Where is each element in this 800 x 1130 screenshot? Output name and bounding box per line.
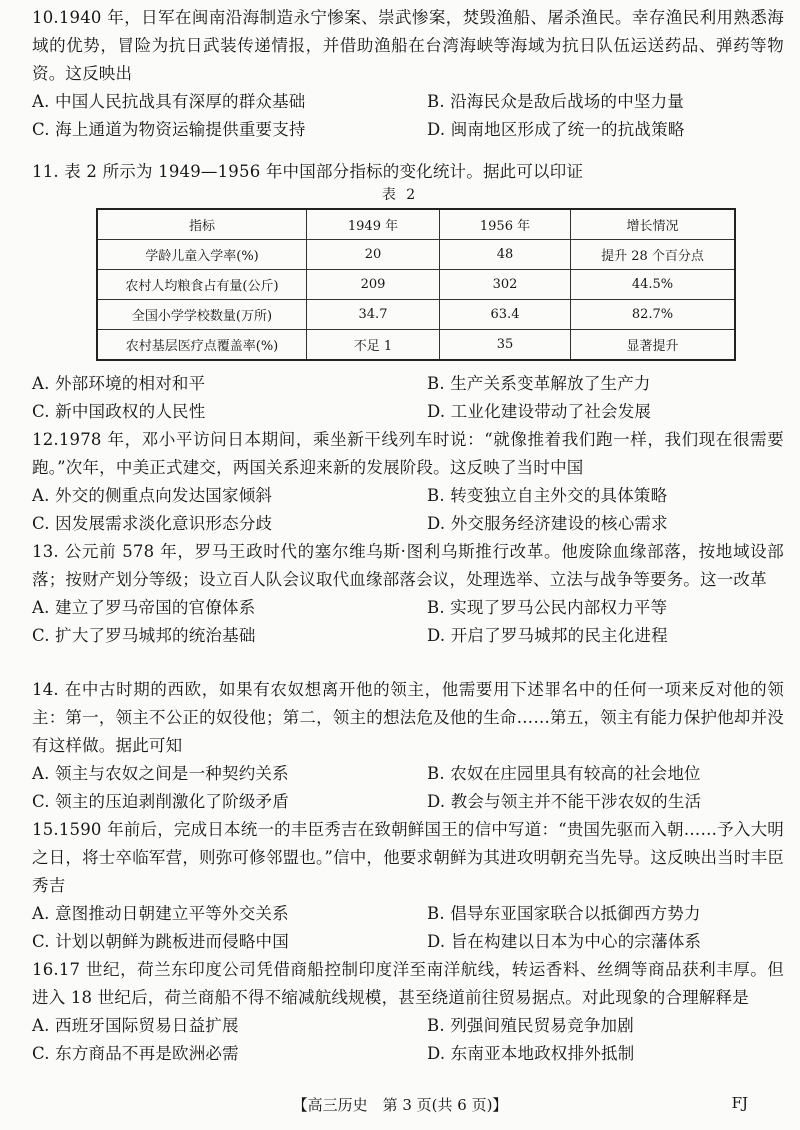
table-cell: 44.5% bbox=[571, 270, 736, 300]
question-stem: 16.17 世纪，荷兰东印度公司凭借商船控制印度洋至南洋航线，转运香料、丝绸等商品获利丰厚。但进入 18 世纪后，荷兰商船不得不缩减航线规模，甚至绕道前往贸易据点。对此现象的合理解释是 bbox=[32, 960, 784, 1007]
table-cell: 提升 28 个百分点 bbox=[571, 240, 736, 270]
option-d[interactable]: D. 开启了罗马城邦的民主化进程 bbox=[427, 626, 668, 645]
table-cell: 农村基层医疗点覆盖率(%) bbox=[97, 330, 307, 361]
table-cell: 209 bbox=[307, 270, 440, 300]
option-b[interactable]: B. 倡导东亚国家联合以抵御西方势力 bbox=[427, 904, 701, 923]
option-a[interactable]: A. 意图推动日朝建立平等外交关系 bbox=[32, 904, 289, 923]
question-15 bbox=[32, 816, 784, 956]
option-c[interactable]: C. 计划以朝鲜为跳板进而侵略中国 bbox=[32, 932, 289, 951]
table-cell: 农村人均粮食占有量(公斤) bbox=[97, 270, 307, 300]
option-b[interactable]: B. 生产关系变革解放了生产力 bbox=[427, 374, 651, 393]
question-10 bbox=[32, 4, 784, 144]
option-list bbox=[32, 760, 784, 816]
option-d[interactable]: D. 工业化建设带动了社会发展 bbox=[427, 402, 652, 421]
footer-region-code: FJ bbox=[731, 1094, 748, 1112]
option-b[interactable]: B. 转变独立自主外交的具体策略 bbox=[427, 486, 668, 505]
option-d[interactable]: D. 东南亚本地政权排外抵制 bbox=[427, 1044, 635, 1063]
table-header-cell: 1949 年 bbox=[307, 209, 440, 240]
option-b[interactable]: B. 沿海民众是敌后战场的中坚力量 bbox=[427, 92, 685, 111]
option-c[interactable]: C. 海上通道为物资运输提供重要支持 bbox=[32, 120, 306, 139]
option-list bbox=[32, 900, 784, 956]
table-row bbox=[97, 330, 735, 361]
table-title: 表 2 bbox=[381, 187, 419, 203]
question-stem: 10.1940 年，日军在闽南沿海制造永宁惨案、崇武惨案，焚毁渔船、屠杀渔民。幸存渔民利用熟悉海域的优势，冒险为抗日武装传递情报，并借助渔船在台湾海峡等海域为抗日队伍运送药品、弹药等物资。这反映出 bbox=[32, 8, 784, 83]
question-12 bbox=[32, 426, 784, 538]
option-c[interactable]: C. 东方商品不再是欧洲必需 bbox=[32, 1044, 239, 1063]
option-list bbox=[32, 88, 784, 144]
question-stem: 12.1978 年，邓小平访问日本期间，乘坐新干线列车时说：“就像推着我们跑一样，我们现在很需要跑。”次年，中美正式建交，两国关系迎来新的发展阶段。这反映了当时中国 bbox=[32, 430, 784, 477]
option-a[interactable]: A. 建立了罗马帝国的官僚体系 bbox=[32, 598, 256, 617]
question-stem: 15.1590 年前后，完成日本统一的丰臣秀吉在致朝鲜国王的信中写道：“贵国先驱而入朝……予入大明之日，将士卒临军营，则弥可修邻盟也。”信中，他要求朝鲜为其进攻明朝充当先导。这反映出当时丰臣秀吉 bbox=[32, 820, 784, 895]
table-header-cell: 增长情况 bbox=[571, 209, 736, 240]
data-table bbox=[96, 208, 736, 361]
option-d[interactable]: D. 外交服务经济建设的核心需求 bbox=[427, 514, 668, 533]
option-c[interactable]: C. 因发展需求淡化意识形态分歧 bbox=[32, 514, 273, 533]
option-a[interactable]: A. 外部环境的相对和平 bbox=[32, 374, 206, 393]
option-b[interactable]: B. 列强间殖民贸易竞争加剧 bbox=[427, 1016, 634, 1035]
question-stem: 14. 在中古时期的西欧，如果有农奴想离开他的领主，他需要用下述罪名中的任何一项来反对他的领主：第一，领主不公正的奴役他；第二，领主的想法危及他的生命……第五，领主有能力保护他却并没有这样做。据此可知 bbox=[32, 680, 784, 755]
table-row bbox=[97, 240, 735, 270]
footer-page-info: 【高三历史 第 3 页(共 6 页)】 bbox=[292, 1096, 508, 1114]
option-a[interactable]: A. 外交的侧重点向发达国家倾斜 bbox=[32, 486, 273, 505]
option-b[interactable]: B. 农奴在庄园里具有较高的社会地位 bbox=[427, 764, 701, 783]
question-11-options bbox=[32, 370, 784, 426]
table-cell: 82.7% bbox=[571, 300, 736, 330]
option-c[interactable]: C. 扩大了罗马城邦的统治基础 bbox=[32, 626, 256, 645]
table-cell: 302 bbox=[440, 270, 571, 300]
table-header-cell: 指标 bbox=[97, 209, 307, 240]
question-11 bbox=[32, 158, 784, 186]
question-stem: 13. 公元前 578 年，罗马王政时代的塞尔维乌斯·图利乌斯推行改革。他废除血缘部落，按地域设部落；按财产划分等级；设立百人队会议取代血缘部落会议，处理选举、立法与战争等要务。这一改革 bbox=[32, 542, 784, 589]
question-16 bbox=[32, 956, 784, 1068]
table-cell: 63.4 bbox=[440, 300, 571, 330]
option-a[interactable]: A. 中国人民抗战具有深厚的群众基础 bbox=[32, 92, 306, 111]
table-cell: 全国小学学校数量(万所) bbox=[97, 300, 307, 330]
option-a[interactable]: A. 领主与农奴之间是一种契约关系 bbox=[32, 764, 289, 783]
option-d[interactable]: D. 闽南地区形成了统一的抗战策略 bbox=[427, 120, 685, 139]
option-list bbox=[32, 482, 784, 538]
option-d[interactable]: D. 旨在构建以日本为中心的宗藩体系 bbox=[427, 932, 702, 951]
option-c[interactable]: C. 领主的压迫剥削激化了阶级矛盾 bbox=[32, 792, 289, 811]
table-cell: 48 bbox=[440, 240, 571, 270]
table-cell: 显著提升 bbox=[571, 330, 736, 361]
table-cell: 20 bbox=[307, 240, 440, 270]
table-cell: 学龄儿童入学率(%) bbox=[97, 240, 307, 270]
table-row bbox=[97, 300, 735, 330]
option-b[interactable]: B. 实现了罗马公民内部权力平等 bbox=[427, 598, 668, 617]
table-header-row bbox=[97, 209, 735, 240]
table-cell: 不足 1 bbox=[307, 330, 440, 361]
option-c[interactable]: C. 新中国政权的人民性 bbox=[32, 402, 206, 421]
option-list bbox=[32, 594, 784, 650]
option-a[interactable]: A. 西班牙国际贸易日益扩展 bbox=[32, 1016, 239, 1035]
table-header-cell: 1956 年 bbox=[440, 209, 571, 240]
option-list bbox=[32, 1012, 784, 1068]
table-row bbox=[97, 270, 735, 300]
question-14 bbox=[32, 676, 784, 816]
table-cell: 34.7 bbox=[307, 300, 440, 330]
option-d[interactable]: D. 教会与领主并不能干涉农奴的生活 bbox=[427, 792, 702, 811]
table-cell: 35 bbox=[440, 330, 571, 361]
question-stem: 11. 表 2 所示为 1949—1956 年中国部分指标的变化统计。据此可以印证 bbox=[32, 162, 584, 181]
option-list bbox=[32, 370, 784, 426]
question-13 bbox=[32, 538, 784, 650]
